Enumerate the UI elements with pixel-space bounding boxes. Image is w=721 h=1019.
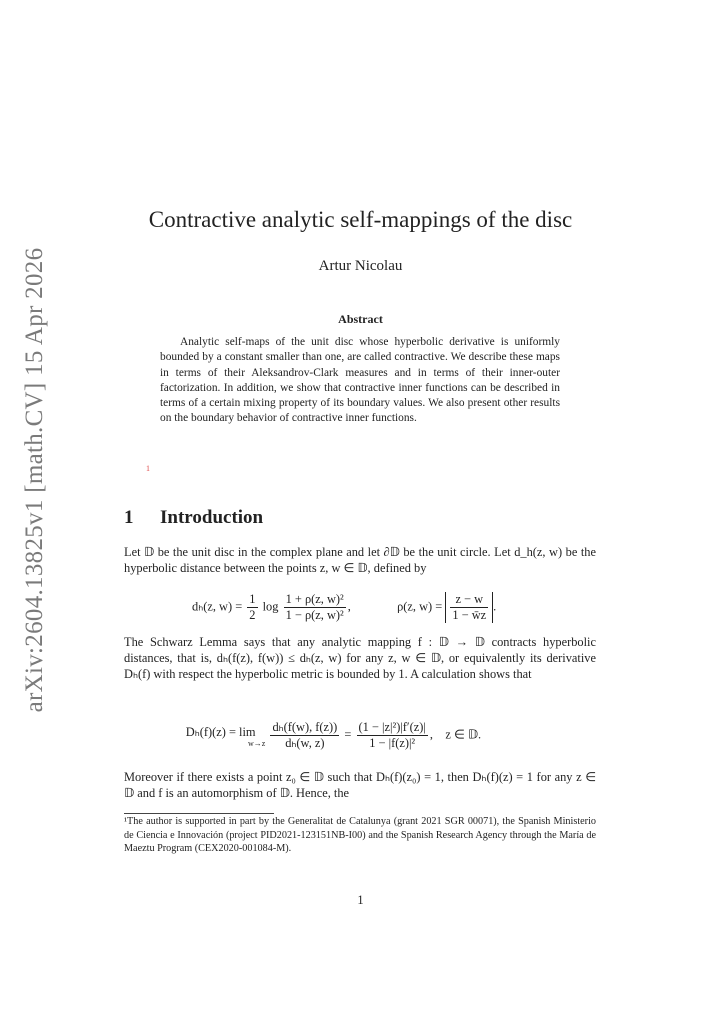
- eq1-fraction: $\frac{\text{1 + ρ(z, w)²}}{\text{1 − ρ(z, w)²}}$: [285, 592, 344, 622]
- eq1-lhs: dₕ(z, w) =: [192, 599, 243, 614]
- eq1-rho-abs: $\frac{z - w}{1 - w̄z}$: [445, 592, 493, 623]
- footnote-marker: 1: [146, 464, 150, 473]
- paragraph-3-text: Moreover if there exists a point z₀ ∈ 𝔻 such that Dₕ(f)(z₀) = 1, then Dₕ(f)(z) = 1 for any z ∈ 𝔻 and f is an automorphism of 𝔻. Hence, the: [124, 770, 596, 800]
- eq2-lhs: Dₕ(f)(z) = lim: [185, 724, 256, 739]
- eq2-fraction-1: $\frac{\text{dₕ(f(w), f(z))}}{\text{dₕ(w, z)}}$: [272, 720, 338, 750]
- paragraph-1: [124, 544, 596, 576]
- equation-hyperbolic-distance: dₕ(z, w) = $\frac{1}{2}$ log $\frac{\text{1 + ρ(z, w)²}}{\text{1 − ρ(z, w)²}}$ , ρ(z, w) = $\frac{z - w}{1 - w̄z}$ .: [192, 592, 497, 622]
- eq2-tail: , z ∈ 𝔻.: [429, 727, 482, 742]
- section-number: 1: [124, 507, 134, 528]
- eq1-rho-lhs: ρ(z, w) =: [397, 599, 443, 614]
- paper-title: Contractive analytic self-mappings of the disc: [148, 207, 573, 232]
- paragraph-2: [124, 634, 596, 682]
- page-number: 1: [357, 893, 364, 907]
- footnote-rule: [124, 813, 274, 814]
- abstract-heading: Abstract: [338, 312, 383, 326]
- arxiv-identifier: arXiv:2604.13825v1 [math.CV] 15 Apr 2026: [21, 247, 48, 713]
- section-title: Introduction: [160, 507, 264, 528]
- author-name: Artur Nicolau: [318, 258, 403, 274]
- eq2-lim-sub: w→z: [248, 738, 266, 748]
- eq2-fraction-2: $\frac{\text{(1 − |z|²)|f′(z)|}}{\text{1 − |f(z)|²}}$: [358, 720, 426, 750]
- section-heading: [124, 507, 263, 529]
- abstract-body: [160, 335, 560, 427]
- paragraph-1-text: Let 𝔻 be the unit disc in the complex plane and let ∂𝔻 be the unit circle. Let d_h(z, w) be the hyperbolic distance between the points z, w ∈ 𝔻, defined by: [124, 545, 596, 575]
- paragraph-3: [124, 769, 596, 801]
- footnote-text: ¹The author is supported in part by the Generalitat de Catalunya (grant 2021 SGR 00071), the Spanish Ministerio de Ciencia e Innovación (project PID2021-123151NB-I00) and the Spanish Research Agency through the María de Maeztu Program (CEX2020-001084-M).: [124, 816, 596, 854]
- equation-hyperbolic-derivative: Dₕ(f)(z) = lim w→z $\frac{\text{dₕ(f(w), f(z))}}{\text{dₕ(w, z)}}$ = $\frac{\text{(1 − |z|²)|f′(z)|}}{\text{1 − |f(z)|²}}$ , z ∈ 𝔻.: [185, 720, 482, 750]
- paragraph-2-text: The Schwarz Lemma says that any analytic mapping f : 𝔻 → 𝔻 contracts hyperbolic distances, that is, dₕ(f(z), f(w)) ≤ dₕ(z, w) for any z, w ∈ 𝔻, or equivalently its derivative Dₕ(f) with respect the hyperbolic metric is bounded by 1. A calculation shows that: [124, 635, 596, 681]
- abstract-text: Analytic self-maps of the unit disc whose hyperbolic derivative is uniformly bounded by a constant smaller than one, are called contractive. We describe these maps in terms of their Aleksandrov-Clark measures and in terms of their inner-outer factorization. In addition, we show that contractive inner functions can be described in terms of a certain mixing property of its boundary values. We also present other results on the boundary behavior of contractive inner functions.: [160, 336, 560, 425]
- eq1-log: log: [262, 599, 279, 614]
- eq1-half: $\frac{1}{2}$: [249, 592, 256, 622]
- footnote: [124, 815, 596, 856]
